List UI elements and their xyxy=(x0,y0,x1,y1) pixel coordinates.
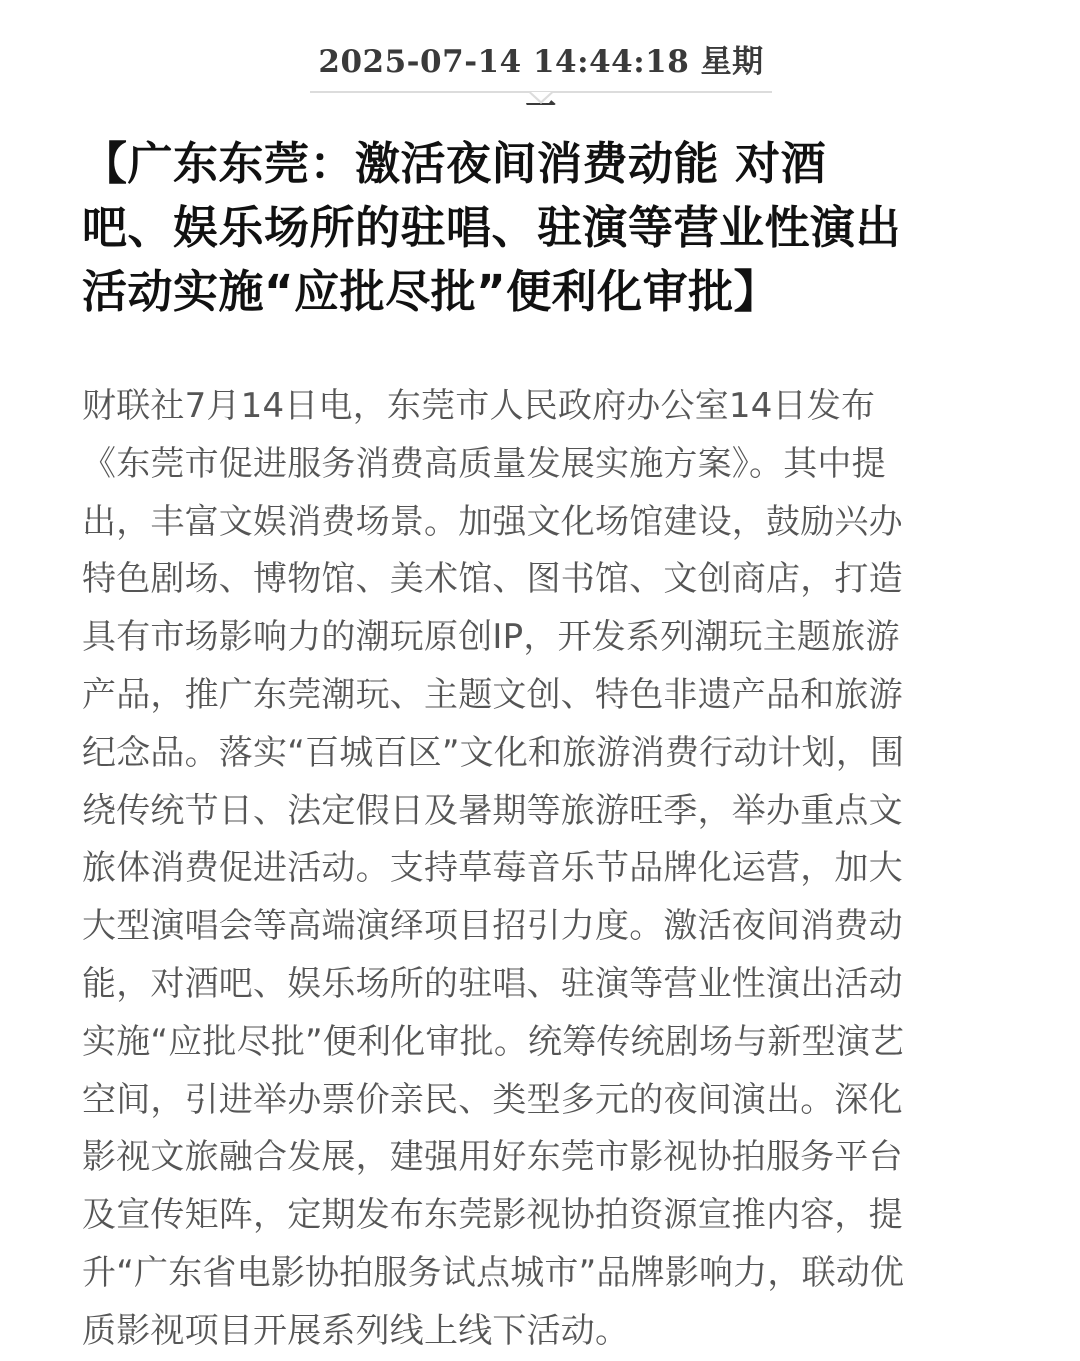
body-line: 质影视项目开展系列线上线下活动。 xyxy=(82,1310,630,1351)
divider-notch-inner xyxy=(531,92,551,101)
headline xyxy=(82,132,1002,324)
body-line: 能，对酒吧、娱乐场所的驻唱、驻演等营业性演出活动 xyxy=(82,963,903,1004)
body-line: 影视文旅融合发展，建强用好东莞市影视协拍服务平台 xyxy=(82,1137,903,1178)
article-body xyxy=(82,378,1012,1361)
headline-line: 吧、娱乐场所的驻唱、驻演等营业性演出 xyxy=(82,201,902,254)
body-line: 大型演唱会等高端演绎项目招引力度。激活夜间消费动 xyxy=(82,906,903,947)
body-line: 旅体消费促进活动。支持草莓音乐节品牌化运营，加大 xyxy=(82,848,903,889)
timestamp: 2025-07-14 14:44:18 星期一 xyxy=(318,44,764,125)
body-line: 财联社7月14日电，东莞市人民政府办公室14日发布 xyxy=(82,386,876,426)
body-line: 产品，推广东莞潮玩、主题文创、特色非遗产品和旅游 xyxy=(82,674,903,715)
body-line: 《东莞市促进服务消费高质量发展实施方案》。其中提 xyxy=(82,443,886,484)
body-line: 出，丰富文娱消费场景。加强文化场馆建设，鼓励兴办 xyxy=(82,501,903,542)
body-line: 纪念品。落实“百城百区”文化和旅游消费行动计划，围 xyxy=(82,732,905,773)
body-line: 具有市场影响力的潮玩原创IP，开发系列潮玩主题旅游 xyxy=(82,617,900,658)
timestamp-header xyxy=(310,28,772,125)
body-line: 及宣传矩阵，定期发布东莞影视协拍资源宣推内容，提 xyxy=(82,1195,903,1236)
body-line: 实施“应批尽批”便利化审批。统筹传统剧场与新型演艺 xyxy=(82,1021,905,1062)
body-line: 升“广东省电影协拍服务试点城市”品牌影响力，联动优 xyxy=(82,1252,905,1293)
body-line: 绕传统节日、法定假日及暑期等旅游旺季，举办重点文 xyxy=(82,790,903,831)
body-line: 空间，引进举办票价亲民、类型多元的夜间演出。深化 xyxy=(82,1079,903,1120)
body-line: 特色剧场、博物馆、美术馆、图书馆、文创商店，打造 xyxy=(82,559,903,600)
headline-line: 活动实施“应批尽批”便利化审批】 xyxy=(82,265,780,318)
headline-line: 【广东东莞：激活夜间消费动能 对酒 xyxy=(82,137,827,190)
